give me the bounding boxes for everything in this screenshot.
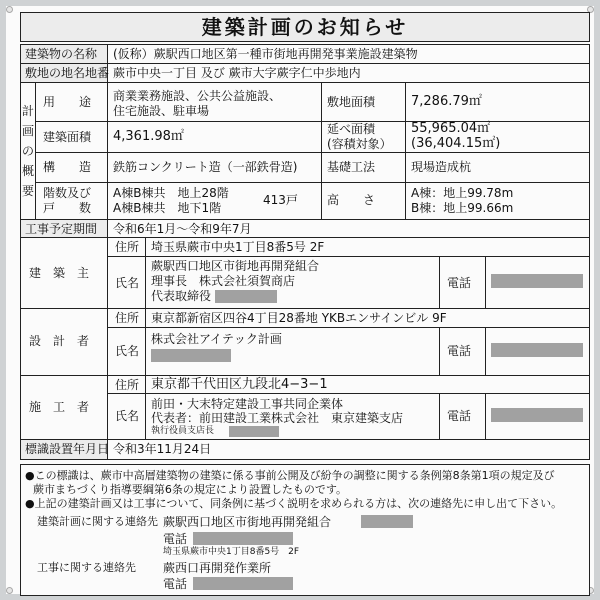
site-area-label: 敷地面積 <box>327 95 376 109</box>
redacted-phone <box>491 408 583 422</box>
owner-phone-label: 電話 <box>447 276 472 290</box>
structure-value: 鉄筋コンクリート造（一部鉄骨造) <box>113 160 298 174</box>
building-name-label: 建築物の名称 <box>25 47 98 61</box>
floor-area-value: 55,965.04㎡ <box>411 121 491 136</box>
redacted-phone <box>193 577 293 590</box>
schedule-label: 工事予定期間 <box>25 222 98 236</box>
site-address-value: 蕨市中央一丁目 及び 蕨市大字蕨字仁中歩地内 <box>113 66 361 80</box>
contractor-address-label: 住所 <box>115 378 140 392</box>
owner-name-2: 理事長 株式会社須賀商店 <box>151 274 296 288</box>
work-contact-label: 工事に関する連絡先 <box>37 561 136 574</box>
site-address-label: 敷地の地名地番 <box>25 66 110 80</box>
designer-name: 株式会社アイテック計画 <box>151 332 282 346</box>
contractor-name-label: 氏名 <box>115 409 140 423</box>
units-value: 413戸 <box>263 193 298 207</box>
plan-contact-name: 蕨駅西口地区市街地再開発組合 <box>163 515 332 529</box>
plan-contact-label: 建築計画に関する連絡先 <box>37 515 158 528</box>
redacted-phone <box>491 343 583 357</box>
note-1-line-2: 蕨市まちづくり指導要綱第6条の規定により設置したものです。 <box>33 483 348 496</box>
designer-label: 設計者 <box>29 334 102 348</box>
notice-table <box>20 44 590 460</box>
building-area-value: 4,361.98㎡ <box>113 129 184 144</box>
redacted-name <box>151 349 231 362</box>
floor-area-capacity-value: (36,404.15㎡) <box>411 136 501 151</box>
use-label: 用 途 <box>43 95 92 109</box>
floor-area-label-1: 延べ面積 <box>327 122 376 136</box>
height-label: 高 さ <box>327 193 376 207</box>
building-area-label: 建築面積 <box>43 130 92 144</box>
notice-title: 建築計画のお知らせ <box>20 12 590 42</box>
designer-address-label: 住所 <box>115 311 140 325</box>
corner-bolt-icon <box>6 587 13 594</box>
contractor-label: 施工者 <box>29 400 102 414</box>
foundation-value: 現場造成杭 <box>411 160 472 174</box>
floors-line-2: A棟B棟共 地下1階 <box>113 201 222 215</box>
redacted-phone <box>491 274 583 288</box>
plan-contact-address: 埼玉県蕨市中央1丁目8番5号 2F <box>163 547 300 557</box>
use-line-2: 住宅施設、駐車場 <box>113 104 210 118</box>
foundation-label: 基礎工法 <box>327 160 376 174</box>
owner-label: 建築主 <box>29 266 102 280</box>
floors-line-1: A棟B棟共 地上28階 <box>113 186 229 200</box>
note-1-line-1: ●この標識は、蕨市中高層建築物の建築に係る事前公開及び紛争の調整に関する条例第8条第1項の規定及び <box>25 469 555 482</box>
height-line-2: B棟：地上99.66m <box>411 201 514 215</box>
redacted-name <box>229 426 279 437</box>
designer-phone-label: 電話 <box>447 344 472 358</box>
schedule-value: 令和6年1月～令和9年7月 <box>113 222 252 236</box>
corner-bolt-icon <box>6 6 13 13</box>
site-area-value: 7,286.79㎡ <box>411 94 482 109</box>
redacted-phone <box>193 532 293 545</box>
floors-label-1: 階数及び <box>43 186 92 200</box>
work-contact-phone-label: 電話 <box>163 577 188 591</box>
contractor-phone-label: 電話 <box>447 409 472 423</box>
owner-name-label: 氏名 <box>115 276 140 290</box>
owner-name-1: 蕨駅西口地区市街地再開発組合 <box>151 259 320 273</box>
contractor-name-2: 代表者：前田建設工業株式会社 東京建築支店 <box>151 411 404 425</box>
redacted-name <box>361 515 413 528</box>
floor-area-label-2: (容積対象） <box>327 137 392 151</box>
notice-footnotes <box>20 464 590 596</box>
contractor-title: 執行役員支店長 <box>151 426 215 436</box>
use-line-1: 商業業務施設、公共公益施設、 <box>113 89 282 103</box>
floors-label-2: 戸 数 <box>43 201 92 215</box>
contractor-address: 東京都千代田区九段北4−3−1 <box>151 377 328 392</box>
plan-contact-phone-label: 電話 <box>163 532 188 546</box>
owner-address-label: 住所 <box>115 240 140 254</box>
work-contact-name: 蕨西口再開発作業所 <box>163 561 272 575</box>
height-line-1: A棟：地上99.78m <box>411 186 514 200</box>
note-2: ●上記の建築計画又は工事について、同条例に基づく説明を求められる方は、次の連絡先に申し出て下さい。 <box>25 497 563 510</box>
designer-address: 東京都新宿区四谷4丁目28番地 YKBエンサインビル 9F <box>151 311 447 325</box>
designer-name-label: 氏名 <box>115 344 140 358</box>
owner-name-3: 代表取締役 <box>151 289 212 303</box>
owner-address: 埼玉県蕨市中央1丁目8番5号 2F <box>151 240 325 254</box>
contractor-name-1: 前田・大末特定建設工事共同企業体 <box>151 397 344 411</box>
posted-date-value: 令和3年11月24日 <box>113 442 212 456</box>
posted-date-label: 標識設置年月日 <box>25 442 110 456</box>
plan-overview-side-label: 計 画 の 概 要 <box>21 104 34 198</box>
redacted-name <box>215 290 277 303</box>
structure-label: 構 造 <box>43 160 92 174</box>
building-name-value: (仮称）蕨駅西口地区第一種市街地再開発事業施設建築物 <box>113 47 418 61</box>
